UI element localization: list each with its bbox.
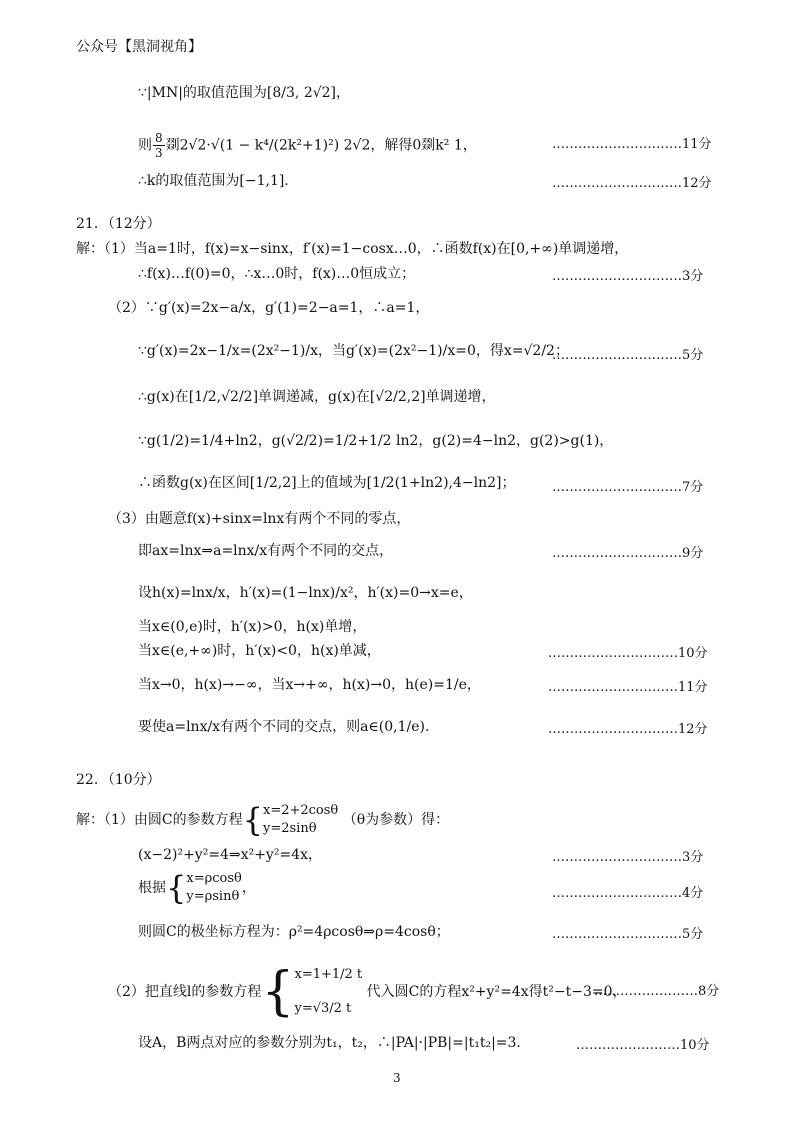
- q22-b1-pre: （2）把直线l的参数方程: [108, 984, 262, 1000]
- left-brace: {: [242, 801, 263, 839]
- q22-a3: [138, 870, 256, 906]
- q21-c2-score: …………………………9分: [552, 546, 704, 561]
- q21-b3: ∴g(x)在[1/2,√2/2]单调递减，g(x)在[√2/2,2]单调递增，: [138, 389, 496, 405]
- q22-a1-system-bottom: y=2sinθ: [262, 821, 317, 836]
- q21-b5: ∴函数g(x)在区间[1/2,2]上的值域为[1/2(1+ln2),4−ln2]；: [138, 475, 516, 491]
- q21-a2: ∴f(x)…f(0)=0，∴x…0时，f(x)…0恒成立；: [138, 266, 416, 282]
- q21-c4: 当x∈(0,e)时，h′(x)>0，h(x)单增，: [138, 619, 367, 635]
- q21-b2: ∵g′(x)=2x−1/x=(2x²−1)/x，当g′(x)=(2x²−1)/x=0，得x=√2/2；: [138, 343, 569, 359]
- q21-c7: 要使a=lnx/x有两个不同的交点，则a∈(0,1/e).: [138, 719, 430, 735]
- q22-a4: 则圆C的极坐标方程为：ρ²=4ρcosθ⇒ρ=4cosθ；: [138, 924, 450, 940]
- prev-line-1: ∵|MN|的取值范围为[8/3, 2√2]，: [138, 85, 351, 101]
- q22-a3-system: [186, 870, 241, 906]
- prev-line-3: ∴k的取值范围为[−1,1].: [138, 173, 289, 189]
- q21-a2-score: …………………………3分: [552, 269, 704, 284]
- q22-b1: [108, 958, 626, 1026]
- q21-b4: ∵g(1/2)=1/4+ln2，g(√2/2)=1/2+1/2 ln2，g(2)=4−ln2，g(2)>g(1)，: [138, 433, 614, 449]
- q22-a1-pre: 解：（1）由圆C的参数方程: [76, 812, 243, 828]
- q22-b1-system-top: x=1+1/2 t: [294, 967, 363, 982]
- q21-title: 21．（12分）: [76, 216, 161, 232]
- q22-a2-score: …………………………3分: [552, 850, 704, 865]
- prev-line-2-pre: 则: [138, 137, 152, 154]
- q21-c3: 设h(x)=lnx/x，h′(x)=(1−lnx)/x²，h′(x)=0→x=e，: [138, 585, 473, 601]
- q22-a3-post: ，: [241, 880, 256, 896]
- q21-c2: 即ax=lnx⇒a=lnx/x有两个不同的交点，: [138, 543, 394, 559]
- q22-a3-score: …………………………4分: [552, 886, 704, 901]
- q22-b1-system-bottom: y=√3/2 t: [294, 1001, 352, 1016]
- prev-line-2: [138, 131, 477, 160]
- q22-a4-score: …………………………5分: [552, 927, 704, 942]
- q22-b1-post: 代入圆C的方程x²+y²=4x得t²−t−3=0，: [366, 984, 627, 1000]
- prev-line-2-score: …………………………11分: [552, 137, 712, 152]
- q22-a3-pre: 根据: [138, 880, 166, 896]
- prev-line-2-mid: 剟2√2·√(1 − k⁴/(2k²+1)²) 2√2，解得0剟k² 1，: [165, 137, 477, 154]
- q21-b5-score: …………………………7分: [552, 480, 704, 495]
- q22-a3-system-bottom: y=ρsinθ: [186, 889, 240, 904]
- q22-a2: (x−2)²+y²=4⇒x²+y²=4x，: [138, 847, 322, 863]
- q21-c1: （3）由题意f(x)+sinx=lnx有两个不同的零点，: [108, 511, 411, 527]
- q22-title: 22．（10分）: [76, 772, 161, 788]
- q21-b2-score: …………………………5分: [552, 348, 704, 363]
- q22-b2: 设A，B两点对应的参数分别为t₁，t₂，∴|PA|·|PB|=|t₁t₂|=3．: [138, 1035, 531, 1051]
- q21-c6-score: …………………………11分: [548, 680, 708, 695]
- prev-line-3-score: …………………………12分: [552, 176, 712, 191]
- q22-b2-score: ……………………10分: [576, 1038, 710, 1053]
- q21-c5-score: …………………………10分: [548, 646, 708, 661]
- fraction-8-3: $\frac{8}{3}$: [155, 131, 163, 160]
- q21-c7-score: …………………………12分: [548, 722, 708, 737]
- q22-b1-system: [294, 958, 362, 1026]
- q22-a1-system: [263, 802, 338, 838]
- q22-a1-post: （θ为参数）得：: [342, 812, 450, 828]
- q22-a1-system-top: x=2+2cosθ: [262, 803, 339, 818]
- header-brand: 公众号【黑洞视角】: [76, 39, 202, 55]
- q21-a1: 解：（1）当a=1时，f(x)=x−sinx，f′(x)=1−cosx…0，∴函数f(x)在[0,+∞)单调递增，: [76, 241, 629, 257]
- q22-a1: [76, 802, 449, 838]
- q21-b1: （2）∵g′(x)=2x−a/x，g′(1)=2−a=1，∴a=1，: [108, 300, 430, 316]
- left-brace: {: [166, 869, 187, 907]
- q22-b1-score: ……………………8分: [594, 984, 720, 999]
- page-number: 3: [393, 1071, 401, 1085]
- left-brace: {: [261, 962, 295, 1022]
- q21-c5: 当x∈(e,+∞)时，h′(x)<0，h(x)单减，: [138, 643, 381, 659]
- q22-a3-system-top: x=ρcosθ: [186, 871, 242, 886]
- q21-c6: 当x→0，h(x)→−∞，当x→+∞，h(x)→0，h(e)=1/e，: [138, 677, 481, 693]
